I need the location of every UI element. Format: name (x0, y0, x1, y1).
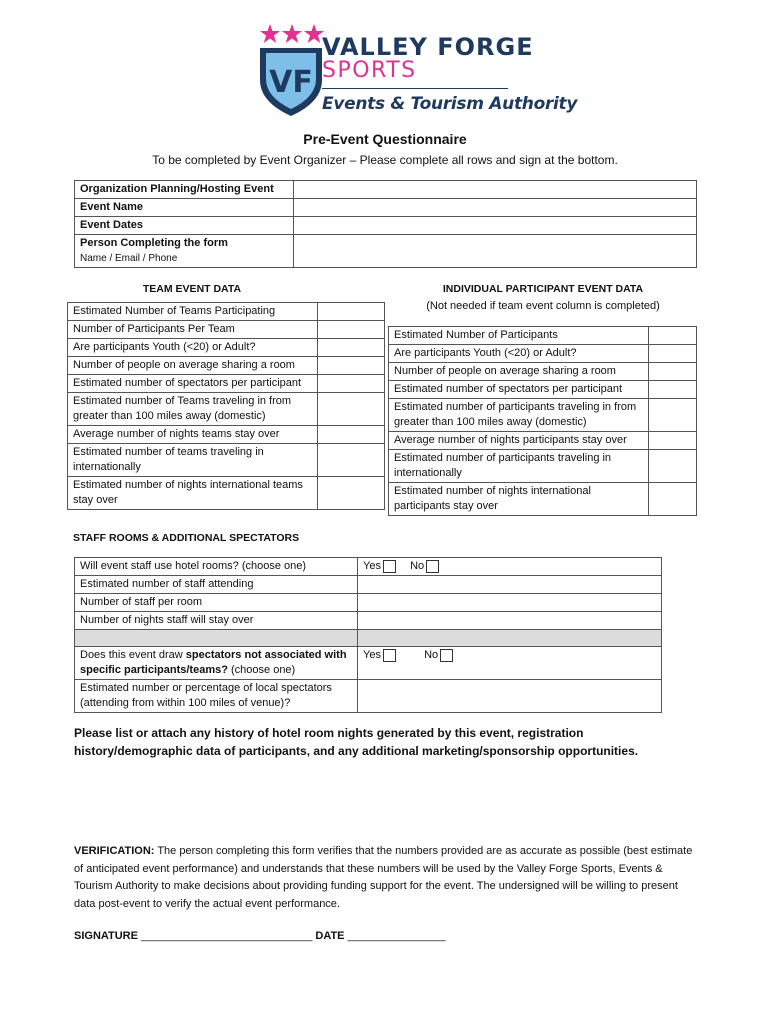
table-row (389, 345, 697, 363)
table-row (68, 357, 385, 375)
row-label: Number of people on average sharing a room (389, 363, 649, 381)
spectators-text: Does this event draw (80, 649, 186, 661)
staff-heading: STAFF ROOMS & ADDITIONAL SPECTATORS (73, 532, 300, 544)
table-row (68, 375, 385, 393)
yes-checkbox[interactable] (383, 560, 396, 573)
answer-field[interactable] (318, 393, 385, 426)
spectators-bold: spectators not associated with specific participants/teams? (80, 649, 347, 676)
yes-label: Yes (363, 560, 381, 572)
row-label: Average number of nights participants stay over (389, 432, 649, 450)
answer-field[interactable] (294, 181, 697, 199)
answer-field[interactable] (649, 483, 697, 516)
yes-no-field (358, 558, 662, 576)
individual-note: (Not needed if team event column is completed) (426, 300, 660, 312)
row-label: Estimated Number of Participants (389, 327, 649, 345)
person-label: Person Completing the form (80, 237, 228, 249)
no-label: No (424, 649, 439, 661)
answer-field[interactable] (649, 450, 697, 483)
signature-label: SIGNATURE (74, 930, 138, 942)
row-label: Event Dates (75, 217, 294, 235)
row-label: Estimated number of staff attending (75, 576, 358, 594)
history-paragraph: Please list or attach any history of hotel room nights generated by this event, registration history/demographic data of participants, and any additional marketing/sponsorship opportunities. (74, 726, 639, 758)
yes-checkbox[interactable] (383, 649, 396, 662)
page-subtitle: To be completed by Event Organizer – Please complete all rows and sign at the bottom. (152, 153, 618, 167)
answer-field[interactable] (358, 594, 662, 612)
spectators-suffix: (choose one) (227, 664, 296, 676)
table-row (68, 303, 385, 321)
answer-field[interactable] (294, 199, 697, 217)
table-row (68, 321, 385, 339)
row-label: Are participants Youth (<20) or Adult? (68, 339, 318, 357)
team-table (67, 302, 385, 510)
table-row (389, 483, 697, 516)
row-label: Estimated number of nights international participants stay over (389, 483, 649, 516)
row-label (75, 647, 358, 680)
answer-field[interactable] (318, 321, 385, 339)
row-label: Event Name (75, 199, 294, 217)
answer-field[interactable] (318, 375, 385, 393)
date-field[interactable]: ________________ (347, 930, 446, 942)
row-label: Estimated number or percentage of local spectators (attending from within 100 miles of venue)? (75, 680, 358, 713)
table-row (75, 594, 662, 612)
no-checkbox[interactable] (426, 560, 439, 573)
table-row (75, 647, 662, 680)
verification-text: The person completing this form verifies that the numbers provided are as accurate as possible (best estimate of anticipated event performance) and understands that these numbers will be used by the Valley Forge Sports, Events & Tourism Authority to make decisions about providing funding support for the event. The undersigned will be willing to present data post-event to verify the actual event performance. (74, 845, 693, 910)
answer-field[interactable] (649, 363, 697, 381)
svg-text:VF: VF (269, 65, 313, 100)
table-row (389, 381, 697, 399)
team-heading: TEAM EVENT DATA (142, 283, 242, 295)
logo-line-3: Events & Tourism Authority (322, 94, 578, 114)
signature-field[interactable]: ____________________________ (141, 930, 313, 942)
table-row (68, 477, 385, 510)
row-label: Estimated number of participants traveling in internationally (389, 450, 649, 483)
table-row (68, 426, 385, 444)
individual-table (388, 326, 697, 516)
table-row (68, 444, 385, 477)
answer-field[interactable] (649, 381, 697, 399)
logo-line-2: SPORTS (322, 58, 417, 83)
answer-field[interactable] (649, 345, 697, 363)
answer-field[interactable] (358, 612, 662, 630)
row-label: Average number of nights teams stay over (68, 426, 318, 444)
organization-table (74, 180, 697, 268)
answer-field[interactable] (318, 426, 385, 444)
answer-field[interactable] (358, 576, 662, 594)
answer-field[interactable] (294, 235, 697, 268)
date-label: DATE (315, 930, 345, 942)
table-row (75, 217, 697, 235)
row-label: Number of people on average sharing a room (68, 357, 318, 375)
table-row (389, 399, 697, 432)
table-row (389, 363, 697, 381)
answer-field[interactable] (294, 217, 697, 235)
row-label: Number of staff per room (75, 594, 358, 612)
row-label: Estimated number of spectators per participant (68, 375, 318, 393)
table-row (75, 235, 697, 268)
row-label: Estimated number of teams traveling in internationally (68, 444, 318, 477)
row-label: Estimated number of participants traveling in from greater than 100 miles away (domestic) (389, 399, 649, 432)
yes-label: Yes (363, 649, 381, 661)
answer-field[interactable] (318, 444, 385, 477)
no-label: No (410, 560, 425, 572)
star-icon (282, 24, 302, 43)
table-row (75, 612, 662, 630)
row-label (75, 235, 294, 268)
individual-heading: INDIVIDUAL PARTICIPANT EVENT DATA (442, 283, 644, 295)
row-label: Estimated number of spectators per participant (389, 381, 649, 399)
row-label: Estimated number of Teams traveling in from greater than 100 miles away (domestic) (68, 393, 318, 426)
separator-row (75, 630, 662, 647)
table-row (75, 181, 697, 199)
answer-field[interactable] (358, 680, 662, 713)
table-row (389, 327, 697, 345)
table-row (75, 558, 662, 576)
logo-divider (322, 88, 508, 89)
star-icon (304, 24, 324, 43)
answer-field[interactable] (318, 303, 385, 321)
staff-table (74, 557, 662, 713)
answer-field[interactable] (318, 477, 385, 510)
answer-field[interactable] (649, 432, 697, 450)
answer-field[interactable] (318, 357, 385, 375)
verification-label: VERIFICATION: (74, 845, 155, 857)
answer-field[interactable] (318, 339, 385, 357)
table-row (75, 199, 697, 217)
table-row (75, 576, 662, 594)
answer-field[interactable] (649, 327, 697, 345)
table-row (389, 432, 697, 450)
yes-no-field (358, 647, 662, 680)
page-title: Pre-Event Questionnaire (303, 131, 467, 147)
person-sublabel: Name / Email / Phone (80, 253, 178, 264)
row-label: Will event staff use hotel rooms? (choose one) (75, 558, 358, 576)
row-label: Organization Planning/Hosting Event (75, 181, 294, 199)
no-checkbox[interactable] (440, 649, 453, 662)
table-row (75, 680, 662, 713)
logo-line-1: VALLEY FORGE (322, 33, 534, 61)
table-row (68, 393, 385, 426)
signature-line (74, 930, 445, 942)
row-label: Are participants Youth (<20) or Adult? (389, 345, 649, 363)
answer-field[interactable] (649, 399, 697, 432)
star-icon (260, 24, 280, 43)
table-row (389, 450, 697, 483)
row-label: Number of nights staff will stay over (75, 612, 358, 630)
table-row (68, 339, 385, 357)
row-label: Estimated number of nights international teams stay over (68, 477, 318, 510)
row-label: Number of Participants Per Team (68, 321, 318, 339)
row-label: Estimated Number of Teams Participating (68, 303, 318, 321)
verification-paragraph (74, 843, 694, 913)
